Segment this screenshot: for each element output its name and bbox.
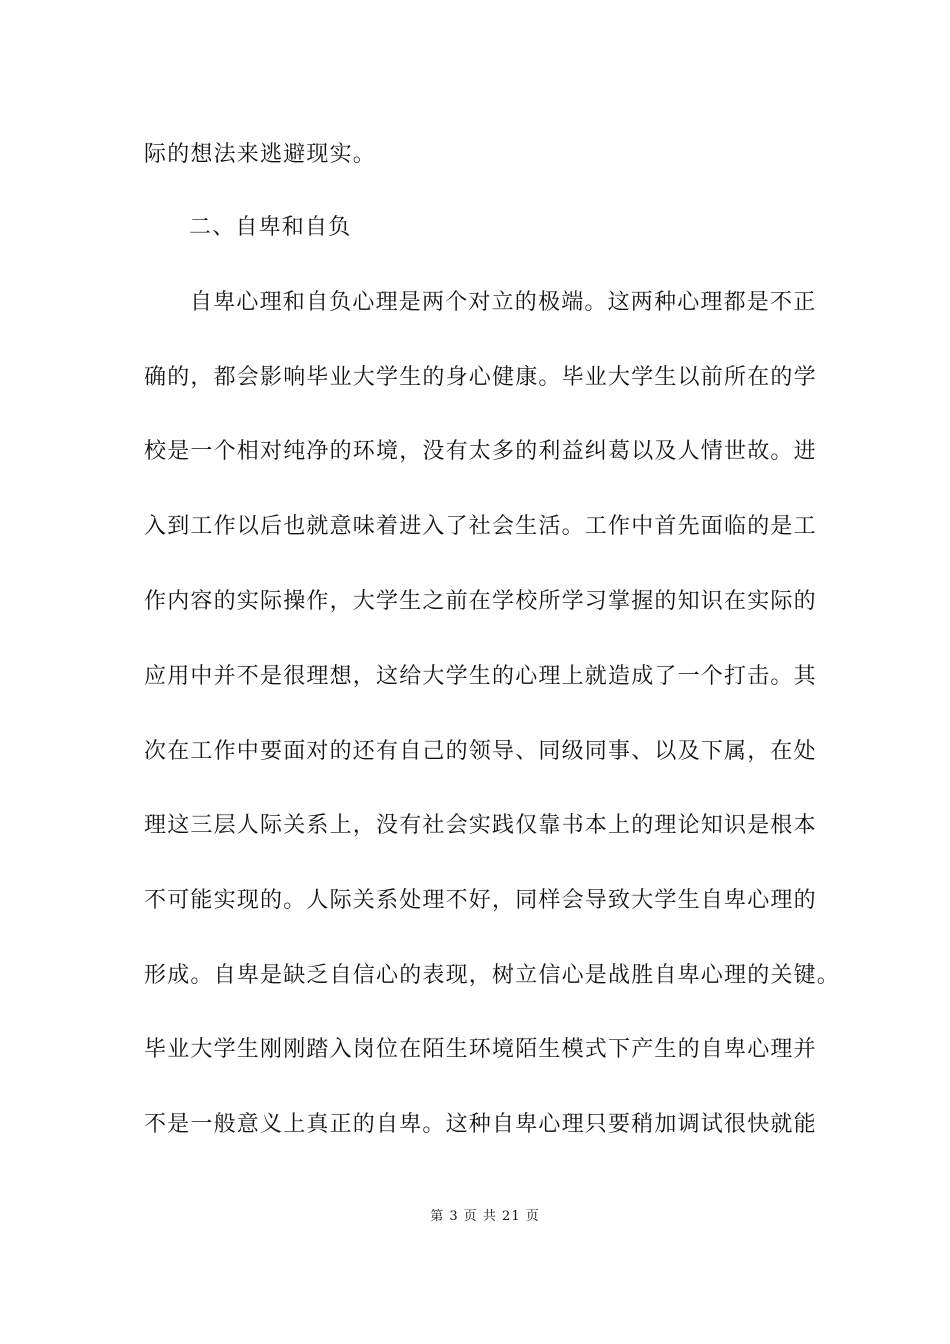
paragraph-line: 作内容的实际操作，大学生之前在学校所学习掌握的知识在实际的 — [144, 589, 817, 614]
paragraph-line: 次在工作中要面对的还有自己的领导、同级同事、以及下属，在处 — [144, 739, 817, 764]
paragraph-line: 际的想法来逃避现实。 — [144, 142, 377, 167]
paragraph-line: 校是一个相对纯净的环境，没有太多的利益纠葛以及人情世故。进 — [144, 439, 817, 464]
paragraph-line: 不可能实现的。人际关系处理不好，同样会导致大学生自卑心理的 — [144, 888, 817, 913]
paragraph-line: 入到工作以后也就意味着进入了社会生活。工作中首先面临的是工 — [144, 514, 817, 539]
section-heading: 二、自卑和自负 — [189, 215, 352, 240]
paragraph-line: 不是一般意义上真正的自卑。这种自卑心理只要稍加调试很快就能 — [144, 1112, 817, 1137]
paragraph-line: 毕业大学生刚刚踏入岗位在陌生环境陌生模式下产生的自卑心理并 — [144, 1037, 817, 1062]
paragraph-line: 确的，都会影响毕业大学生的身心健康。毕业大学生以前所在的学 — [144, 365, 817, 390]
page-number-footer: 第 3 页 共 21 页 — [430, 1209, 540, 1224]
paragraph-line: 理这三层人际关系上，没有社会实践仅靠书本上的理论知识是根本 — [144, 813, 817, 838]
paragraph-line: 形成。自卑是缺乏自信心的表现，树立信心是战胜自卑心理的关键。 — [144, 963, 841, 988]
paragraph-line: 应用中并不是很理想，这给大学生的心理上就造成了一个打击。其 — [144, 664, 817, 689]
paragraph-line: 自卑心理和自负心理是两个对立的极端。这两种心理都是不正 — [190, 290, 817, 315]
